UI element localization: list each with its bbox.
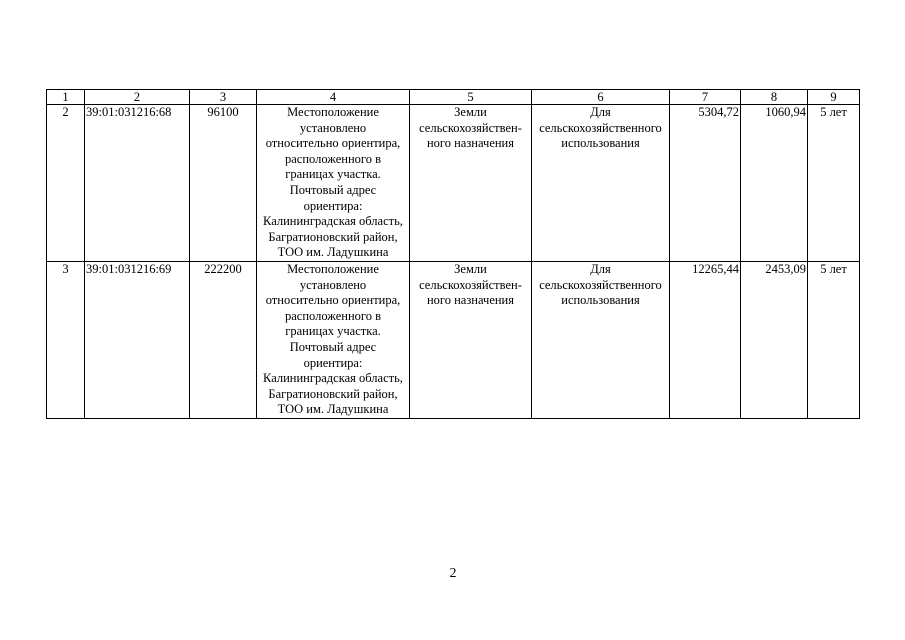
- column-header: 7: [670, 90, 741, 105]
- value-col7: 12265,44: [670, 262, 741, 419]
- row-number: 3: [47, 262, 85, 419]
- column-header: 5: [410, 90, 532, 105]
- location-line: Почтовый адрес: [289, 339, 377, 354]
- land-category: [410, 105, 532, 262]
- lease-term: 5 лет: [808, 105, 860, 262]
- row-number: 2: [47, 105, 85, 262]
- location-line: расположенного в: [284, 151, 382, 166]
- permitted-use: [532, 105, 670, 262]
- location-line: границах участка.: [285, 167, 381, 182]
- location-line: ориентира:: [303, 355, 363, 370]
- column-header: 8: [741, 90, 808, 105]
- location-line: установлено: [299, 277, 367, 292]
- location-line: Местоположение: [287, 105, 379, 119]
- location-line: Местоположение: [287, 262, 379, 276]
- location-line: Багратионовский район,: [268, 386, 398, 401]
- table-header-row: [47, 90, 860, 105]
- table-row: [47, 262, 860, 419]
- plot-area: 222200: [190, 262, 257, 419]
- category-line: сельскохозяйствен-: [419, 120, 522, 135]
- land-plots-table: [46, 89, 860, 419]
- location-line: ориентира:: [303, 198, 363, 213]
- use-line: сельскохозяйственного: [539, 120, 662, 135]
- location-line: относительно ориентира,: [265, 293, 401, 308]
- use-line: сельскохозяйственного: [539, 277, 662, 292]
- lease-term: 5 лет: [808, 262, 860, 419]
- category-line: сельскохозяйствен-: [419, 277, 522, 292]
- column-header: 4: [257, 90, 410, 105]
- location-line: Почтовый адрес: [289, 182, 377, 197]
- location-line: относительно ориентира,: [265, 136, 401, 151]
- page-number: 2: [449, 566, 457, 581]
- plot-location: [257, 262, 410, 419]
- category-line: ного назначения: [426, 136, 514, 151]
- column-header: 3: [190, 90, 257, 105]
- land-category: [410, 262, 532, 419]
- column-header: 2: [85, 90, 190, 105]
- value-col8: 2453,09: [741, 262, 808, 419]
- location-line: расположенного в: [284, 308, 382, 323]
- cadastral-number: 39:01:031216:68: [85, 105, 190, 262]
- value-col8: 1060,94: [741, 105, 808, 262]
- location-line: Багратионовский район,: [268, 229, 398, 244]
- location-line: Калининградская область,: [263, 371, 403, 386]
- use-line: Для: [590, 105, 611, 119]
- column-header: 1: [47, 90, 85, 105]
- column-header: 9: [808, 90, 860, 105]
- use-line: использования: [561, 293, 640, 308]
- category-line: Земли: [454, 262, 487, 276]
- category-line: Земли: [454, 105, 487, 119]
- location-line: установлено: [299, 120, 367, 135]
- category-line: ного назначения: [426, 293, 514, 308]
- use-line: использования: [561, 136, 640, 151]
- plot-area: 96100: [190, 105, 257, 262]
- plot-location: [257, 105, 410, 262]
- location-line: ТОО им. Ладушкина: [277, 402, 389, 417]
- use-line: Для: [590, 262, 611, 276]
- value-col7: 5304,72: [670, 105, 741, 262]
- table-row: [47, 105, 860, 262]
- column-header: 6: [532, 90, 670, 105]
- cadastral-number: 39:01:031216:69: [85, 262, 190, 419]
- location-line: Калининградская область,: [263, 214, 403, 229]
- location-line: границах участка.: [285, 324, 381, 339]
- permitted-use: [532, 262, 670, 419]
- location-line: ТОО им. Ладушкина: [277, 245, 389, 260]
